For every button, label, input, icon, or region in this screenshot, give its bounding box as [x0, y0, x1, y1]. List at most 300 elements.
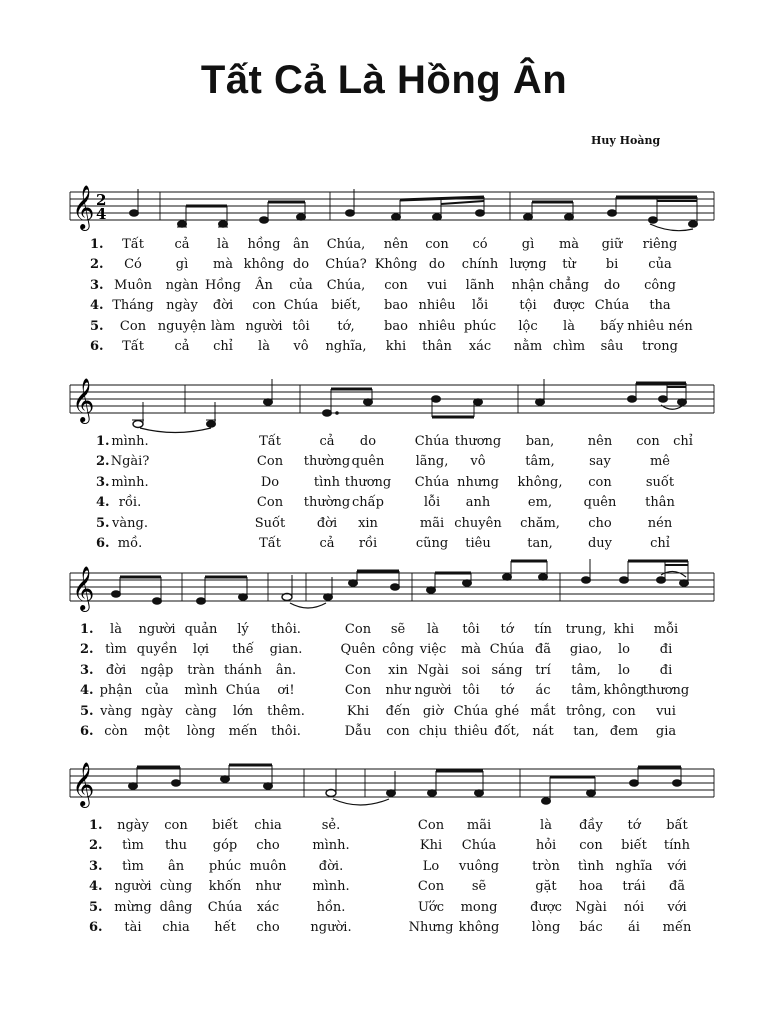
- lyric-word: chỉ: [673, 434, 693, 449]
- lyric-word: Chúa: [453, 703, 489, 719]
- lyric-word: ân: [167, 858, 185, 874]
- verse-number: 1.: [96, 434, 110, 449]
- lyric-word: đốt,: [494, 724, 520, 739]
- lyric-word: sâu: [600, 339, 624, 354]
- lyric-word: chuyên: [454, 515, 502, 531]
- lyric-word: tìm: [105, 642, 127, 658]
- lyric-word: xin: [358, 515, 378, 531]
- verse-3-2: [0, 642, 768, 662]
- verse-number: 4.: [89, 879, 103, 895]
- lyric-word: mến: [228, 724, 258, 739]
- lyric-word: ngày: [117, 818, 149, 833]
- lyric-word: chính: [461, 257, 499, 273]
- lyric-word: tiêu: [465, 536, 491, 551]
- lyric-word: xác: [468, 339, 492, 354]
- lyric-word: nén: [647, 515, 673, 531]
- lyric-word: chấp: [352, 495, 384, 511]
- lyric-word: tình: [577, 858, 605, 874]
- lyric-word: thân: [422, 339, 452, 354]
- lyric-word: mồ.: [117, 536, 143, 551]
- lyric-word: lo: [618, 642, 630, 658]
- lyric-word: ngày: [141, 703, 173, 719]
- lyric-word: gì: [175, 257, 189, 273]
- verse-4-6: [0, 920, 768, 940]
- lyric-word: tha: [649, 298, 671, 314]
- time-signature-bottom: 4: [96, 205, 107, 223]
- lyric-word: hồng: [247, 237, 281, 252]
- notes-system-4: [129, 765, 682, 804]
- lyric-word: Con: [344, 683, 372, 699]
- verse-number: 6.: [80, 724, 94, 739]
- lyric-word: xin: [388, 662, 408, 678]
- lyric-word: ban,: [525, 434, 555, 449]
- lyric-word: do: [292, 257, 310, 273]
- lyric-word: Có: [124, 257, 142, 273]
- lyric-word: tròn: [532, 858, 560, 874]
- lyric-word: Suốt: [254, 515, 286, 531]
- lyric-word: quên: [583, 495, 617, 511]
- lyric-word: hỏi: [535, 838, 557, 854]
- lyric-word: lãnh: [465, 277, 495, 293]
- lyric-word: tội: [519, 298, 537, 314]
- lyric-word: tính: [663, 838, 691, 854]
- lyric-word: sáng: [491, 662, 523, 678]
- lyric-word: người.: [310, 920, 352, 935]
- lyric-word: mình.: [111, 434, 149, 449]
- lyric-word: thương: [454, 434, 502, 449]
- lyric-word: vô: [470, 454, 486, 470]
- verse-number: 5.: [96, 515, 110, 531]
- lyric-word: con: [164, 818, 188, 833]
- lyric-word: của: [648, 257, 672, 273]
- lyric-word: lợi: [192, 642, 210, 658]
- lyric-word: vui: [427, 277, 447, 293]
- lyric-word: đời.: [318, 858, 344, 874]
- lyric-word: Ân: [255, 277, 273, 293]
- lyric-word: duy: [587, 536, 613, 551]
- lyric-word: lỗi: [423, 495, 441, 511]
- lyric-word: tín: [534, 622, 552, 637]
- lyric-word: vui: [656, 703, 676, 719]
- lyric-word: giao,: [569, 642, 603, 658]
- lyric-word: khốn: [208, 879, 242, 895]
- lyric-word: chăm,: [520, 515, 560, 531]
- staff-system-2: [0, 377, 768, 437]
- lyric-word: mừng: [114, 899, 152, 915]
- lyric-word: đã: [534, 642, 552, 658]
- lyric-word: dâng: [159, 899, 193, 915]
- lyric-word: thương: [642, 683, 690, 699]
- verse-1-3: [0, 278, 768, 298]
- treble-clef-icon: 𝄞: [72, 185, 95, 229]
- lyric-word: nói: [623, 899, 645, 915]
- lyric-word: con: [579, 838, 603, 854]
- lyric-word: cho: [256, 920, 280, 935]
- verse-number: 6.: [89, 920, 103, 935]
- verse-1-2: [0, 257, 768, 277]
- verse-number: 1.: [90, 237, 104, 252]
- verse-1-6: [0, 339, 768, 359]
- lyric-word: tớ: [500, 683, 514, 699]
- lyric-word: chia: [254, 818, 282, 833]
- lyric-word: tớ,: [337, 318, 355, 334]
- verse-number: 4.: [80, 683, 94, 699]
- verse-number: 4.: [90, 298, 104, 314]
- lyric-word: gian.: [269, 642, 303, 658]
- lyric-word: ân.: [275, 662, 297, 678]
- lyric-word: bác: [579, 920, 603, 935]
- lyric-word: suốt: [645, 474, 675, 490]
- lyric-word: chịu: [418, 724, 448, 739]
- lyric-word: là: [110, 622, 122, 637]
- verse-4-3: [0, 859, 768, 879]
- lyric-word: chẳng: [548, 277, 590, 293]
- verse-1-1: [0, 237, 768, 257]
- lyric-word: bao: [384, 318, 408, 334]
- lyric-word: thương: [344, 474, 392, 490]
- lyric-word: sẽ: [471, 879, 487, 895]
- lyric-word: mãi: [419, 515, 445, 531]
- verse-3-6: [0, 724, 768, 744]
- lyric-word: đời: [212, 298, 234, 314]
- treble-clef-icon: 𝄞: [72, 378, 95, 422]
- treble-clef-icon: 𝄞: [72, 762, 95, 806]
- verse-3-1: [0, 622, 768, 642]
- verse-number: 6.: [90, 339, 104, 354]
- verse-number: 3.: [90, 277, 104, 293]
- lyric-word: Con: [417, 879, 445, 895]
- lyric-word: quên: [351, 454, 385, 470]
- lyric-word: trông,: [565, 703, 607, 719]
- lyric-word: của: [145, 683, 169, 699]
- lyric-word: càng: [185, 703, 217, 719]
- verse-number: 1.: [80, 622, 94, 637]
- lyric-word: thường: [303, 454, 351, 470]
- lyric-word: cả: [319, 536, 335, 551]
- lyric-word: ngày: [166, 298, 198, 314]
- lyric-word: tìm: [122, 858, 144, 874]
- lyric-word: Quên: [340, 642, 376, 658]
- staff-system-1: [0, 180, 768, 240]
- verse-3-5: [0, 704, 768, 724]
- lyric-word: Chúa: [414, 434, 450, 449]
- lyric-word: Con: [256, 495, 284, 511]
- verse-2-1: [0, 434, 768, 454]
- lyric-word: chia: [162, 920, 190, 935]
- verse-number: 6.: [96, 536, 110, 551]
- lyric-word: em,: [527, 495, 553, 511]
- lyric-word: con: [425, 237, 449, 252]
- lyric-word: là: [540, 818, 552, 833]
- lyric-word: ác: [535, 683, 551, 699]
- lyric-word: Do: [260, 474, 280, 490]
- lyric-word: phúc: [208, 858, 242, 874]
- lyric-word: giờ: [422, 703, 444, 719]
- verse-1-4: [0, 298, 768, 318]
- verse-number: 5.: [80, 703, 94, 719]
- lyric-word: nên: [383, 237, 409, 252]
- lyric-word: mê: [649, 454, 671, 470]
- lyric-word: nghĩa: [615, 858, 653, 874]
- lyric-word: riêng: [642, 237, 678, 252]
- lyric-word: Ước: [417, 899, 445, 915]
- lyric-word: người: [245, 318, 283, 334]
- lyric-word: thêm.: [267, 703, 305, 719]
- lyric-word: bao: [384, 298, 408, 314]
- lyric-word: soi: [461, 662, 481, 678]
- lyric-word: nhưng: [457, 474, 499, 490]
- lyric-word: Khi: [346, 703, 370, 719]
- lyric-word: lòng: [186, 724, 216, 739]
- lyric-word: Hồng: [205, 277, 241, 293]
- lyric-word: tìm: [122, 838, 144, 854]
- lyric-word: đời: [105, 662, 127, 678]
- lyric-word: mình.: [111, 474, 149, 490]
- lyric-word: nghĩa,: [325, 339, 367, 354]
- lyric-word: Dẫu: [344, 724, 372, 739]
- lyric-word: Ngài: [417, 662, 449, 678]
- lyric-word: hết: [214, 920, 236, 935]
- lyric-word: Tất: [122, 339, 144, 354]
- lyric-word: rồi.: [118, 495, 142, 511]
- lyric-word: trái: [622, 879, 646, 895]
- verse-number: 1.: [89, 818, 103, 833]
- lyric-word: đi: [659, 642, 673, 658]
- lyric-word: đầy: [579, 818, 603, 833]
- lyric-word: chỉ: [213, 339, 233, 354]
- verse-4-1: [0, 818, 768, 838]
- lyric-word: bi: [605, 257, 619, 273]
- composer-name: Huy Hoàng: [591, 134, 661, 147]
- lyric-word: con: [252, 298, 276, 314]
- lyric-word: đã: [668, 879, 686, 895]
- lyric-word: Chúa: [225, 683, 261, 699]
- verse-4-5: [0, 900, 768, 920]
- lyric-word: muôn: [249, 858, 287, 874]
- lyric-word: hoa: [579, 879, 603, 895]
- lyric-word: ân: [292, 237, 310, 252]
- lyric-word: góp: [212, 838, 238, 854]
- verse-number: 5.: [90, 318, 104, 334]
- lyric-word: nguyện: [157, 318, 207, 334]
- lyric-word: quản: [184, 622, 218, 637]
- lyric-word: Tháng: [112, 298, 154, 314]
- lyric-word: con: [386, 724, 410, 739]
- lyric-word: một: [144, 724, 170, 739]
- lyric-word: việc: [419, 642, 447, 658]
- lyric-word: không: [603, 683, 645, 699]
- lyric-word: do: [428, 257, 446, 273]
- lyric-word: đi: [659, 662, 673, 678]
- lyric-word: bất: [666, 818, 688, 833]
- lyric-word: vô: [293, 339, 309, 354]
- lyric-word: tớ: [627, 818, 641, 833]
- verse-2-6: [0, 536, 768, 556]
- lyric-word: Ngài?: [110, 454, 150, 470]
- lyric-word: sẻ.: [321, 818, 341, 833]
- lyric-word: tớ: [500, 622, 514, 637]
- lyric-word: được: [553, 298, 585, 314]
- verse-4-4: [0, 879, 768, 899]
- lyric-word: mong: [460, 899, 498, 915]
- lyric-word: ghé: [494, 703, 520, 719]
- lyric-word: Con: [344, 622, 372, 637]
- lyric-word: của: [289, 277, 313, 293]
- lyric-word: tôi: [292, 318, 310, 334]
- lyric-word: không: [458, 920, 500, 935]
- lyric-word: biết,: [331, 298, 361, 314]
- lyric-word: lo: [618, 662, 630, 678]
- lyric-word: tan,: [573, 724, 599, 739]
- lyric-word: tình: [313, 474, 341, 490]
- lyric-word: không: [243, 257, 285, 273]
- lyric-word: ngập: [140, 662, 174, 678]
- lyric-word: xác: [256, 899, 280, 915]
- lyric-word: mà: [558, 237, 580, 252]
- notes-system-1: [130, 189, 698, 227]
- lyric-word: cả: [174, 237, 190, 252]
- lyric-word: với: [667, 899, 687, 915]
- lyric-word: Tất: [259, 536, 281, 551]
- treble-clef-icon: 𝄞: [72, 566, 95, 610]
- lyric-word: là: [563, 318, 575, 334]
- lyric-word: trung,: [565, 622, 607, 637]
- verse-number: 2.: [96, 454, 110, 470]
- lyric-word: vàng.: [112, 515, 148, 531]
- lyric-word: mình.: [312, 838, 350, 854]
- lyric-word: Muôn: [114, 277, 152, 293]
- verse-3-4: [0, 683, 768, 703]
- lyric-word: công: [644, 277, 676, 293]
- lyric-word: mến: [662, 920, 692, 935]
- lyric-word: mỗi: [653, 622, 679, 637]
- lyric-word: khi: [385, 339, 407, 354]
- lyric-word: ái: [628, 920, 640, 935]
- lyric-word: làm: [210, 318, 236, 334]
- lyric-word: thân: [645, 495, 675, 511]
- lyric-word: quyền: [136, 642, 178, 658]
- lyric-word: Nhưng: [408, 920, 454, 935]
- lyric-word: nên: [587, 434, 613, 449]
- verse-number: 3.: [96, 474, 110, 490]
- lyric-word: do: [603, 277, 621, 293]
- song-title: Tất Cả Là Hồng Ân: [200, 58, 568, 102]
- lyric-word: Lo: [422, 858, 440, 874]
- verse-number: 2.: [89, 838, 103, 854]
- lyric-word: Con: [119, 318, 147, 334]
- lyric-word: giữ: [601, 237, 623, 252]
- lyric-word: Con: [344, 662, 372, 678]
- lyric-word: mình.: [312, 879, 350, 895]
- lyric-word: lòng: [531, 920, 561, 935]
- lyric-word: Chúa: [207, 899, 243, 915]
- lyric-word: mình: [184, 683, 218, 699]
- lyric-word: cùng: [159, 879, 193, 895]
- verse-2-4: [0, 495, 768, 515]
- lyric-word: thôi.: [271, 724, 301, 739]
- lyric-word: thôi.: [271, 622, 301, 637]
- lyric-word: thường: [303, 495, 351, 511]
- lyric-word: cho: [588, 515, 612, 531]
- lyric-word: mà: [212, 257, 234, 273]
- lyric-word: công: [382, 642, 414, 658]
- lyric-word: cả: [319, 434, 335, 449]
- lyric-word: cũng: [415, 536, 449, 551]
- lyric-word: mà: [460, 642, 482, 658]
- lyric-word: còn: [104, 724, 128, 739]
- lyric-word: Khi: [419, 838, 443, 854]
- lyric-word: gia: [655, 724, 677, 739]
- lyric-word: tâm,: [571, 662, 601, 678]
- lyric-word: Chúa: [489, 642, 525, 658]
- lyric-word: nhiêu nén: [627, 318, 693, 334]
- lyric-word: ngàn: [165, 277, 199, 293]
- time-signature-top: 2: [96, 191, 107, 209]
- lyric-word: ơi!: [277, 683, 295, 699]
- lyric-word: tôi: [462, 683, 480, 699]
- lyric-word: lớn: [232, 703, 254, 719]
- lyric-word: Tất: [122, 237, 144, 252]
- lyric-word: say: [589, 454, 611, 470]
- lyric-word: tài: [124, 920, 142, 935]
- notes-system-2: [132, 379, 687, 428]
- lyric-word: tôi: [462, 622, 480, 637]
- lyric-word: lượng: [509, 257, 547, 273]
- lyric-word: là: [427, 622, 439, 637]
- verse-number: 5.: [89, 899, 103, 915]
- lyric-word: cả: [174, 339, 190, 354]
- verse-2-5: [0, 516, 768, 536]
- lyric-word: người: [414, 683, 452, 699]
- verse-4-2: [0, 838, 768, 858]
- lyric-word: tan,: [527, 536, 553, 551]
- verse-2-3: [0, 475, 768, 495]
- verse-number: 3.: [80, 662, 94, 678]
- lyric-word: đời: [316, 515, 338, 531]
- lyric-word: con: [588, 474, 612, 490]
- lyric-word: sẽ: [390, 622, 406, 637]
- staff-system-4: [0, 757, 768, 817]
- lyric-word: bấy: [600, 318, 624, 334]
- lyric-word: Chúa?: [325, 257, 367, 273]
- verse-number: 4.: [96, 495, 110, 511]
- lyric-word: lộc: [518, 318, 538, 334]
- verse-1-5: [0, 319, 768, 339]
- lyric-word: cho: [256, 838, 280, 854]
- lyric-word: khi: [613, 622, 635, 637]
- lyric-word: Chúa: [283, 298, 319, 314]
- lyric-word: Chúa: [461, 838, 497, 854]
- lyric-word: thiêu: [454, 724, 488, 739]
- lyric-word: thu: [165, 838, 187, 854]
- lyric-word: tràn: [187, 662, 215, 678]
- lyric-word: như: [255, 879, 281, 895]
- lyric-word: do: [359, 434, 377, 449]
- lyric-word: chìm: [552, 339, 586, 354]
- lyric-word: trong: [642, 339, 678, 354]
- lyric-word: Chúa,: [326, 277, 366, 293]
- lyric-word: biết: [621, 838, 647, 854]
- lyric-word: biết: [212, 818, 238, 833]
- lyric-word: mãi: [466, 818, 492, 833]
- lyric-word: nhiêu: [418, 318, 456, 334]
- lyric-word: tâm,: [571, 683, 601, 699]
- lyric-word: gặt: [535, 879, 557, 895]
- lyric-word: Chúa: [414, 474, 450, 490]
- lyric-word: phận: [99, 683, 133, 699]
- verse-number: 2.: [90, 257, 104, 273]
- lyric-word: như: [385, 683, 411, 699]
